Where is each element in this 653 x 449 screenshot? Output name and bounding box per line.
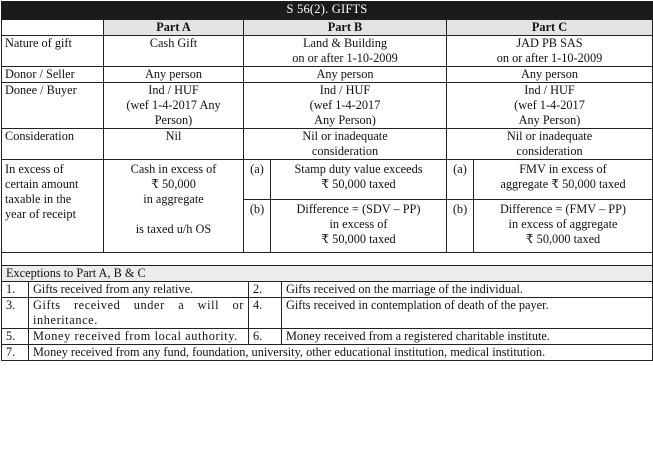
- cell-excess-part-b-b-line: Difference = (SDV – PP): [296, 202, 421, 216]
- cell-excess-part-b-a-line: Stamp duty value exceeds: [294, 162, 423, 176]
- cell-excess-part-a-line: Cash in excess of: [130, 162, 217, 176]
- cell-excess-part-b-code-b: (b): [244, 200, 271, 253]
- cell-nature-part-c-line: JAD PB SAS: [516, 36, 583, 50]
- cell-consideration-part-c-line: Nil or inadequate: [506, 129, 593, 143]
- exception-number: 5.: [2, 329, 29, 345]
- exception-text: Money received from local authority.: [29, 329, 249, 345]
- cell-excess-part-b-b-line: in excess of: [329, 217, 388, 231]
- cell-nature-part-b-line: Land & Building: [302, 36, 388, 50]
- cell-excess-part-a-line: ₹ 50,000: [151, 177, 196, 191]
- exception-text: Gifts received from any relative.: [29, 282, 249, 298]
- exceptions-row: [2, 345, 653, 361]
- cell-excess-part-a-line: in aggregate: [143, 192, 204, 206]
- row-label-excess-line: certain amount: [5, 177, 79, 191]
- column-header-part-b: Part B: [244, 20, 447, 36]
- header-blank-cell: [2, 20, 104, 36]
- cell-excess-part-c-a-line: aggregate ₹ 50,000 taxed: [500, 177, 626, 191]
- cell-excess-part-b-a: [271, 160, 447, 200]
- cell-nature-part-c-line: on or after 1-10-2009: [496, 51, 603, 65]
- spacer: [107, 207, 240, 222]
- exception-number: 4.: [249, 298, 282, 329]
- exceptions-row: [2, 282, 653, 298]
- row-excess-a: [2, 160, 653, 200]
- exception-text: Gifts received in contemplation of death of the payer.: [282, 298, 653, 329]
- cell-donor-part-a: Any person: [104, 67, 244, 83]
- cell-donee-part-b-line: Any Person): [314, 113, 376, 127]
- cell-excess-part-a-line: is taxed u/h OS: [135, 222, 212, 236]
- cell-consideration-part-b: [244, 129, 447, 160]
- table-title: S 56(2). GIFTS: [2, 2, 653, 20]
- cell-excess-part-c-a: [474, 160, 653, 200]
- cell-nature-part-c: [447, 36, 653, 67]
- column-header-part-c: Part C: [447, 20, 653, 36]
- cell-nature-part-a: Cash Gift: [104, 36, 244, 67]
- exceptions-title: Exceptions to Part A, B & C: [2, 266, 653, 282]
- exception-text: Money received from any fund, foundation, university, other educational institution, medical institution.: [29, 345, 653, 361]
- cell-excess-part-b-b: [271, 200, 447, 253]
- cell-consideration-part-a: Nil: [104, 129, 244, 160]
- exception-number: 6.: [249, 329, 282, 345]
- exception-number: 2.: [249, 282, 282, 298]
- cell-excess-part-b-code-a: (a): [244, 160, 271, 200]
- cell-donee-part-c-line: Any Person): [518, 113, 581, 127]
- exceptions-row: [2, 298, 653, 329]
- cell-donee-part-c-line: Ind / HUF: [524, 83, 575, 97]
- row-label-nature: Nature of gift: [2, 36, 104, 67]
- cell-donee-part-a-line: Ind / HUF: [148, 83, 199, 97]
- spacer-cell: [2, 253, 653, 266]
- cell-excess-part-b-b-line: ₹ 50,000 taxed: [321, 232, 396, 246]
- exception-number: 7.: [2, 345, 29, 361]
- cell-donee-part-c: [447, 83, 653, 129]
- column-header-part-a: Part A: [104, 20, 244, 36]
- cell-donor-part-b: Any person: [244, 67, 447, 83]
- cell-donee-part-b-line: Ind / HUF: [319, 83, 371, 97]
- cell-consideration-part-c-line: consideration: [516, 144, 583, 158]
- cell-excess-part-c-code-b: (b): [447, 200, 474, 253]
- gifts-reference-page: [1, 1, 652, 447]
- row-label-excess-line: In excess of: [5, 162, 64, 176]
- cell-excess-part-c-b-line: Difference = (FMV – PP): [499, 202, 627, 216]
- row-consideration: [2, 129, 653, 160]
- cell-donor-part-c: Any person: [447, 67, 653, 83]
- row-label-donor: Donor / Seller: [2, 67, 104, 83]
- cell-donee-part-b-line: (wef 1-4-2017: [309, 98, 381, 112]
- exception-text: Gifts received under a will or inheritance.: [29, 298, 249, 329]
- cell-consideration-part-b-line: Nil or inadequate: [302, 129, 388, 143]
- cell-excess-part-c-b-line: ₹ 50,000 taxed: [525, 232, 601, 246]
- exception-number: 1.: [2, 282, 29, 298]
- section-spacer: [2, 253, 653, 266]
- row-label-excess-line: taxable in the: [5, 192, 72, 206]
- row-donee: [2, 83, 653, 129]
- row-nature-of-gift: [2, 36, 653, 67]
- cell-donee-part-b: [244, 83, 447, 129]
- cell-donee-part-a: [104, 83, 244, 129]
- cell-nature-part-b-line: on or after 1-10-2009: [292, 51, 398, 65]
- row-label-excess: [2, 160, 104, 253]
- row-donor: [2, 67, 653, 83]
- cell-consideration-part-b-line: consideration: [311, 144, 379, 158]
- exception-number: 3.: [2, 298, 29, 329]
- row-label-donee: Donee / Buyer: [2, 83, 104, 129]
- cell-excess-part-b-a-line: ₹ 50,000 taxed: [321, 177, 396, 191]
- gifts-comparison-table: [1, 1, 653, 265]
- cell-donee-part-a-line: (wef 1-4-2017 Any: [126, 98, 221, 112]
- cell-excess-part-c-b: [474, 200, 653, 253]
- cell-excess-part-c-a-line: FMV in excess of: [519, 162, 607, 176]
- exceptions-row: [2, 329, 653, 345]
- cell-donee-part-a-line: Person): [154, 113, 193, 127]
- cell-consideration-part-c: [447, 129, 653, 160]
- row-label-excess-line: year of receipt: [5, 207, 77, 221]
- exceptions-table: [1, 265, 653, 361]
- cell-excess-part-c-code-a: (a): [447, 160, 474, 200]
- cell-excess-part-c-b-line: in excess of aggregate: [508, 217, 618, 231]
- cell-nature-part-b: [244, 36, 447, 67]
- cell-excess-part-a: [104, 160, 244, 253]
- cell-donee-part-c-line: (wef 1-4-2017: [514, 98, 585, 112]
- exception-text: Money received from a registered charitable institute.: [282, 329, 653, 345]
- exception-text: Gifts received on the marriage of the individual.: [282, 282, 653, 298]
- row-label-consideration: Consideration: [2, 129, 104, 160]
